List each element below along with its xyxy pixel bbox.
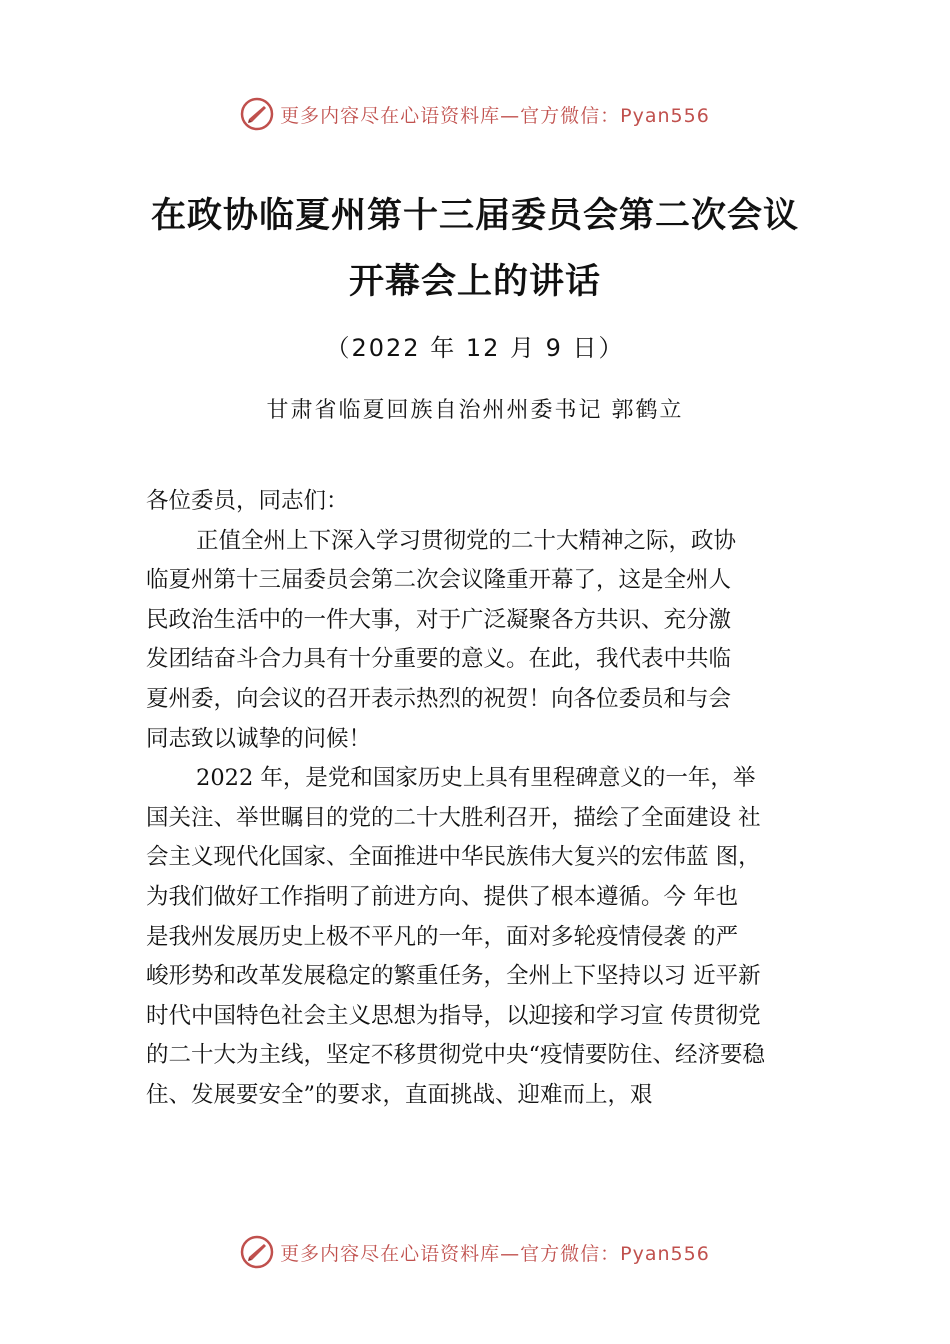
paragraph-2-line: 时代中国特色社会主义思想为指导，以迎接和学习宣 传贯彻党 (146, 1002, 761, 1029)
paragraph-1-line: 夏州委，向会议的召开表示热烈的祝贺！向各位委员和与会 (146, 685, 732, 712)
paragraph-1-line: 同志致以诚挚的问候！ (146, 725, 372, 752)
paragraph-1-line: 临夏州第十三届委员会第二次会议隆重开幕了，这是全州人 (146, 567, 732, 594)
paragraph-2-line: 的二十大为主线，坚定不移贯彻党中央“疫情要防住、经济要稳 (146, 1042, 766, 1069)
paragraph-2-line: 会主义现代化国家、全面推进中华民族伟大复兴的宏伟蓝 图， (146, 844, 761, 871)
paragraph-2-line: 为我们做好工作指明了前进方向、提供了根本遵循。今 年也 (146, 883, 739, 910)
speech-author: 甘肃省临夏回族自治州州委书记 郭鹤立 (266, 398, 684, 423)
header-banner-text: 更多内容尽在心语资料库—官方微信：Pyan556 (280, 104, 710, 127)
paragraph-2-line: 峻形势和改革发展稳定的繁重任务，全州上下坚持以习 近平新 (146, 963, 761, 990)
paragraph-2-line: 国关注、举世瞩目的党的二十大胜利召开，描绘了全面建设 社 (146, 804, 761, 831)
paragraph-1-line: 民政治生活中的一件大事，对于广泛凝聚各方共识、充分激 (146, 606, 732, 633)
header-banner (0, 94, 950, 134)
paragraph-2-line: 是我州发展历史上极不平凡的一年，面对多轮疫情侵袭 的严 (146, 923, 739, 950)
paragraph-2-line: 2022 年，是党和国家历史上具有里程碑意义的一年，举 (196, 765, 756, 792)
speech-date: （2022 年 12 月 9 日） (325, 334, 625, 362)
document-title-line-2: 开幕会上的讲话 (348, 262, 601, 302)
document-title-line-1: 在政协临夏州第十三届委员会第二次会议 (150, 196, 799, 236)
paragraph-1-line: 正值全州上下深入学习贯彻党的二十大精神之际，政协 (196, 527, 737, 554)
footer-banner-text: 更多内容尽在心语资料库—官方微信：Pyan556 (280, 1242, 710, 1265)
logo-icon (240, 97, 274, 131)
paragraph-2-line: 住、发展要安全”的要求，直面挑战、迎难而上，艰 (146, 1081, 653, 1108)
speech-body (146, 482, 836, 1116)
footer-banner (0, 1232, 950, 1272)
logo-icon (240, 1235, 274, 1269)
salutation: 各位委员，同志们： (146, 488, 349, 514)
paragraph-1-line: 发团结奋斗合力具有十分重要的意义。在此，我代表中共临 (146, 646, 732, 673)
